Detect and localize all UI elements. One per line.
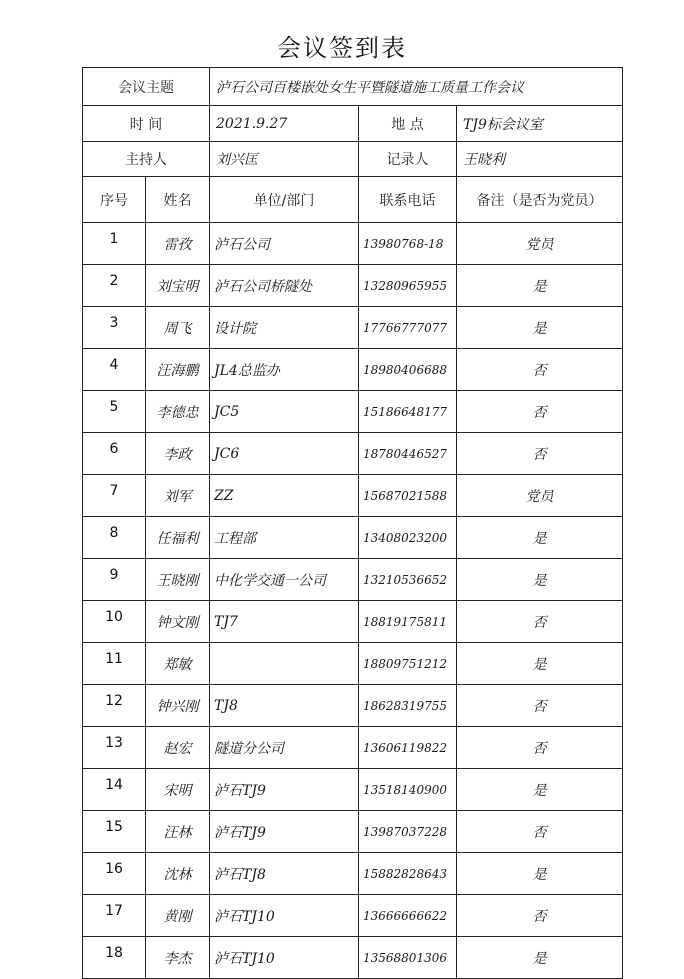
time-row — [83, 106, 623, 142]
attendee-party-note: 是 — [457, 307, 623, 349]
table-row — [83, 391, 623, 433]
attendee-unit: 泸石TJ9 — [210, 811, 359, 853]
table-row — [83, 517, 623, 559]
attendee-unit: TJ7 — [210, 601, 359, 643]
table-row — [83, 727, 623, 769]
attendee-party-note: 否 — [457, 433, 623, 475]
attendee-name: 李政 — [146, 433, 210, 475]
row-number: 13 — [83, 727, 146, 769]
row-number: 8 — [83, 517, 146, 559]
attendee-unit: JC6 — [210, 433, 359, 475]
table-row — [83, 685, 623, 727]
attendee-party-note: 否 — [457, 601, 623, 643]
row-number: 3 — [83, 307, 146, 349]
topic-value: 泸石公司百楼嵌处女生平暨隧道施工质量工作会议 — [210, 68, 623, 106]
attendee-name: 郑敏 — [146, 643, 210, 685]
row-number: 1 — [83, 223, 146, 265]
row-number: 14 — [83, 769, 146, 811]
attendee-phone: 18628319755 — [359, 685, 457, 727]
table-row — [83, 433, 623, 475]
attendee-name: 王晓刚 — [146, 559, 210, 601]
attendee-name: 汪海鹏 — [146, 349, 210, 391]
row-number: 4 — [83, 349, 146, 391]
row-number: 17 — [83, 895, 146, 937]
attendee-unit: ZZ — [210, 475, 359, 517]
col-name-header: 姓名 — [146, 177, 210, 223]
time-value: 2021.9.27 — [210, 106, 359, 142]
row-number: 7 — [83, 475, 146, 517]
attendee-party-note: 是 — [457, 937, 623, 979]
attendee-name: 宋明 — [146, 769, 210, 811]
attendee-phone: 18780446527 — [359, 433, 457, 475]
table-row — [83, 475, 623, 517]
attendee-phone: 13210536652 — [359, 559, 457, 601]
attendee-name: 李杰 — [146, 937, 210, 979]
attendee-name: 刘军 — [146, 475, 210, 517]
attendee-party-note: 是 — [457, 853, 623, 895]
attendee-phone: 13280965955 — [359, 265, 457, 307]
attendee-name: 李德忠 — [146, 391, 210, 433]
attendee-name: 任福利 — [146, 517, 210, 559]
attendee-party-note: 否 — [457, 727, 623, 769]
row-number: 15 — [83, 811, 146, 853]
col-no-header: 序号 — [83, 177, 146, 223]
attendee-party-note: 否 — [457, 685, 623, 727]
row-number: 9 — [83, 559, 146, 601]
table-row — [83, 559, 623, 601]
attendee-unit: 泸石TJ8 — [210, 853, 359, 895]
attendee-party-note: 党员 — [457, 475, 623, 517]
col-note-header: 备注（是否为党员） — [457, 177, 623, 223]
recorder-label: 记录人 — [359, 142, 457, 177]
column-header-row — [83, 177, 623, 223]
row-number: 5 — [83, 391, 146, 433]
attendee-unit: 工程部 — [210, 517, 359, 559]
topic-label: 会议主题 — [83, 68, 210, 106]
attendee-name: 黄刚 — [146, 895, 210, 937]
attendee-phone: 13987037228 — [359, 811, 457, 853]
attendee-unit: 隧道分公司 — [210, 727, 359, 769]
attendee-unit: TJ8 — [210, 685, 359, 727]
attendee-phone: 18819175811 — [359, 601, 457, 643]
table-row — [83, 811, 623, 853]
attendee-name: 钟文刚 — [146, 601, 210, 643]
table-row — [83, 895, 623, 937]
attendee-unit: 泸石公司桥隧处 — [210, 265, 359, 307]
attendee-phone: 18980406688 — [359, 349, 457, 391]
attendee-unit — [210, 643, 359, 685]
row-number: 11 — [83, 643, 146, 685]
sign-in-table — [82, 67, 623, 979]
attendee-unit: JL4总监办 — [210, 349, 359, 391]
table-row — [83, 643, 623, 685]
attendee-party-note: 否 — [457, 895, 623, 937]
table-row — [83, 601, 623, 643]
attendee-phone: 13606119822 — [359, 727, 457, 769]
host-label: 主持人 — [83, 142, 210, 177]
attendee-unit: 泸石TJ10 — [210, 937, 359, 979]
attendee-rows — [83, 223, 623, 979]
table-row — [83, 307, 623, 349]
attendee-phone: 13408023200 — [359, 517, 457, 559]
row-number: 18 — [83, 937, 146, 979]
attendee-party-note: 是 — [457, 643, 623, 685]
attendee-name: 周飞 — [146, 307, 210, 349]
attendee-phone: 13518140900 — [359, 769, 457, 811]
host-value: 刘兴匡 — [210, 142, 359, 177]
topic-row — [83, 68, 623, 106]
recorder-value: 王晓利 — [457, 142, 623, 177]
attendee-name: 沈林 — [146, 853, 210, 895]
attendee-party-note: 是 — [457, 769, 623, 811]
row-number: 2 — [83, 265, 146, 307]
attendee-phone: 18809751212 — [359, 643, 457, 685]
attendee-party-note: 否 — [457, 349, 623, 391]
attendee-phone: 15186648177 — [359, 391, 457, 433]
row-number: 10 — [83, 601, 146, 643]
attendee-unit: 泸石公司 — [210, 223, 359, 265]
attendee-party-note: 是 — [457, 265, 623, 307]
table-row — [83, 223, 623, 265]
place-label: 地 点 — [359, 106, 457, 142]
attendee-phone: 13666666622 — [359, 895, 457, 937]
attendee-party-note: 是 — [457, 517, 623, 559]
attendee-party-note: 否 — [457, 811, 623, 853]
attendee-unit: 中化学交通一公司 — [210, 559, 359, 601]
attendee-party-note: 党员 — [457, 223, 623, 265]
attendee-name: 赵宏 — [146, 727, 210, 769]
attendee-unit: 泸石TJ9 — [210, 769, 359, 811]
col-unit-header: 单位/部门 — [210, 177, 359, 223]
attendee-phone: 13980768-18 — [359, 223, 457, 265]
attendee-name: 汪林 — [146, 811, 210, 853]
table-row — [83, 937, 623, 979]
table-row — [83, 349, 623, 391]
row-number: 12 — [83, 685, 146, 727]
time-label: 时 间 — [83, 106, 210, 142]
attendee-name: 刘宝明 — [146, 265, 210, 307]
attendee-party-note: 否 — [457, 391, 623, 433]
table-row — [83, 769, 623, 811]
host-row — [83, 142, 623, 177]
row-number: 6 — [83, 433, 146, 475]
attendee-phone: 13568801306 — [359, 937, 457, 979]
table-row — [83, 265, 623, 307]
attendee-name: 钟兴刚 — [146, 685, 210, 727]
attendee-unit: 泸石TJ10 — [210, 895, 359, 937]
row-number: 16 — [83, 853, 146, 895]
attendee-unit: 设计院 — [210, 307, 359, 349]
attendee-unit: JC5 — [210, 391, 359, 433]
attendee-phone: 17766777077 — [359, 307, 457, 349]
page-title: 会议签到表 — [277, 34, 407, 62]
place-value: TJ9标会议室 — [457, 106, 623, 142]
attendee-phone: 15882828643 — [359, 853, 457, 895]
attendee-phone: 15687021588 — [359, 475, 457, 517]
attendee-name: 雷孜 — [146, 223, 210, 265]
attendee-party-note: 是 — [457, 559, 623, 601]
col-phone-header: 联系电话 — [359, 177, 457, 223]
table-row — [83, 853, 623, 895]
